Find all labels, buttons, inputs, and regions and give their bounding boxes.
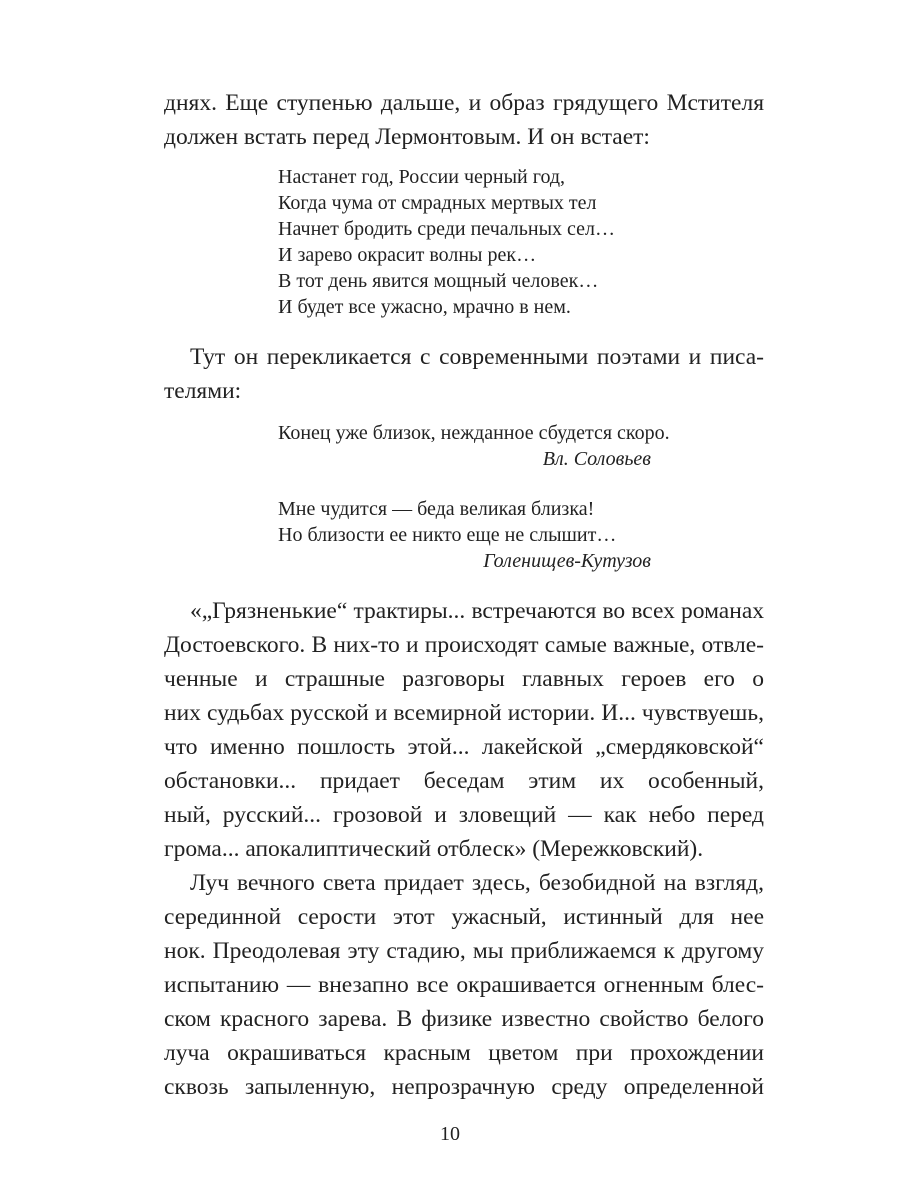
text-line: серединной серости этот ужасный, истинный для нее xyxy=(164,904,764,930)
text-line: ском красного зарева. В физике известно свойство белого xyxy=(164,1006,764,1032)
quote-line: Но близости ее никто еще не слышит… xyxy=(278,524,617,546)
text-line: сквозь запыленную, непрозрачную среду определенной xyxy=(164,1074,764,1100)
verse-line: Начнет бродить среди печальных сел… xyxy=(278,218,616,240)
text-line: обстановки... придает беседам этим их особенный, xyxy=(164,768,764,794)
quote-line: Конец уже близок, нежданное сбудется скоро. xyxy=(278,422,670,444)
verse-line: И зарево окрасит волны рек… xyxy=(278,244,537,266)
text-line: телями: xyxy=(164,378,242,404)
text-line: что именно пошлость этой... лакейской „смердяковской“ xyxy=(164,734,764,760)
quote-line: Мне чудится — беда великая близка! xyxy=(278,498,595,520)
verse-line: Когда чума от смрадных мертвых тел xyxy=(278,192,597,214)
text-line: Достоевского. В них-то и происходят самые важные, отвле- xyxy=(164,632,764,658)
text-line: грома... апокалиптический отблеск» (Мережковский). xyxy=(164,836,704,862)
verse-line: Настанет год, России черный год, xyxy=(278,166,566,188)
quote-author: Голенищев-Кутузов xyxy=(483,550,651,572)
text-line: Луч вечного света придает здесь, безобидной на взгляд, xyxy=(190,870,764,896)
verse-line: И будет все ужасно, мрачно в нем. xyxy=(278,296,571,318)
text-line: днях. Еще ступенью дальше, и образ грядущего Мстителя xyxy=(164,90,764,116)
text-line: испытанию — внезапно все окрашивается огненным блес- xyxy=(164,972,764,998)
text-line: ный, русский... грозовой и зловещий — как небо перед xyxy=(164,802,764,828)
text-line: луча окрашиваться красным цветом при прохождении xyxy=(164,1040,764,1066)
text-line: нок. Преодолевая эту стадию, мы приближаемся к другому xyxy=(164,938,764,964)
quote-author: Вл. Соловьев xyxy=(542,448,651,470)
text-line: ченные и страшные разговоры главных героев его о xyxy=(164,666,764,692)
page-number: 10 xyxy=(440,1123,460,1145)
text-line: Тут он перекликается с современными поэтами и писа- xyxy=(190,344,764,370)
text-line: «„Грязненькие“ трактиры... встречаются во всех романах xyxy=(190,598,764,624)
verse-line: В тот день явится мощный человек… xyxy=(278,270,599,292)
text-line: должен встать перед Лермонтовым. И он встает: xyxy=(164,124,650,150)
text-line: них судьбах русской и всемирной истории. И... чувствуешь, xyxy=(164,700,764,726)
